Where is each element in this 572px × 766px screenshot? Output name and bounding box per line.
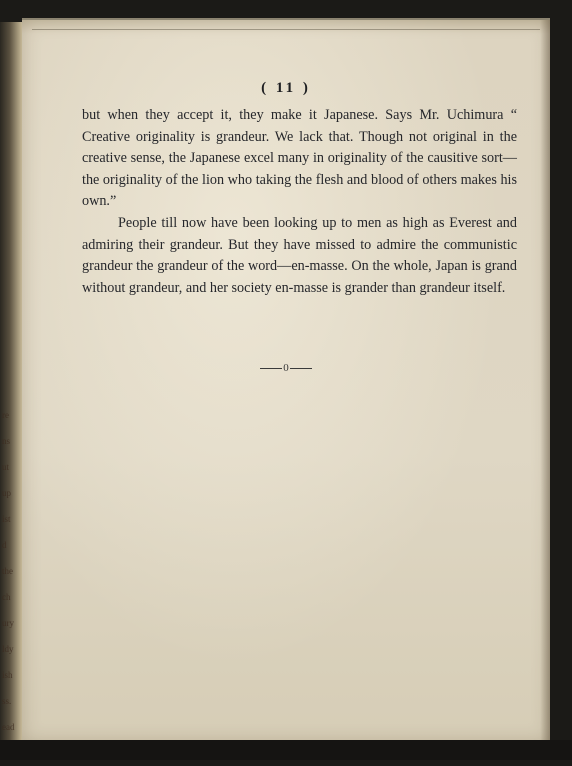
body-text xyxy=(82,105,517,299)
edge-fragment: ns xyxy=(2,436,11,446)
edge-fragment: ead xyxy=(2,722,15,732)
edge-fragment: ist xyxy=(2,514,11,524)
edge-fragment: ish xyxy=(2,670,13,680)
edge-fragment: ldy xyxy=(2,644,14,654)
page-number: ( 11 ) xyxy=(261,80,311,96)
facing-page-text-fragments xyxy=(2,402,20,766)
page-top-rule xyxy=(32,29,540,30)
section-divider xyxy=(22,362,550,374)
facing-page-edge xyxy=(0,22,24,760)
edge-fragment: re xyxy=(2,410,9,420)
divider-line-left xyxy=(260,368,282,369)
edge-fragment: ury xyxy=(2,618,14,628)
scan-bottom-border xyxy=(0,740,572,760)
edge-fragment: ut xyxy=(2,462,10,472)
edge-fragment: d xyxy=(2,540,7,550)
edge-fragment: ch xyxy=(2,592,11,602)
edge-fragment: the xyxy=(2,566,13,576)
divider-line-right xyxy=(290,368,312,369)
book-page xyxy=(22,18,550,743)
page-gutter-shadow xyxy=(540,20,550,743)
paragraph: People till now have been looking up to men as high as Everest and admiring their grandeur. But they have missed to admire the communistic grandeur the grandeur of the word—en-masse. On the whole, Japan is grand without grandeur, and her society en-masse is grander than grandeur itself. xyxy=(82,214,517,296)
divider-mark: 0 xyxy=(283,362,289,375)
paragraph: but when they accept it, they make it Japanese. Says Mr. Uchimura “ Creative originality is grandeur. We lack that. Though not original in the creative sense, the Japanese excel many in originality of the causitive sort—the originality of the lion who taking the flesh and blood of others makes his own.” xyxy=(82,107,517,210)
edge-fragment: up xyxy=(2,488,11,498)
edge-fragment: ss. xyxy=(2,696,12,706)
